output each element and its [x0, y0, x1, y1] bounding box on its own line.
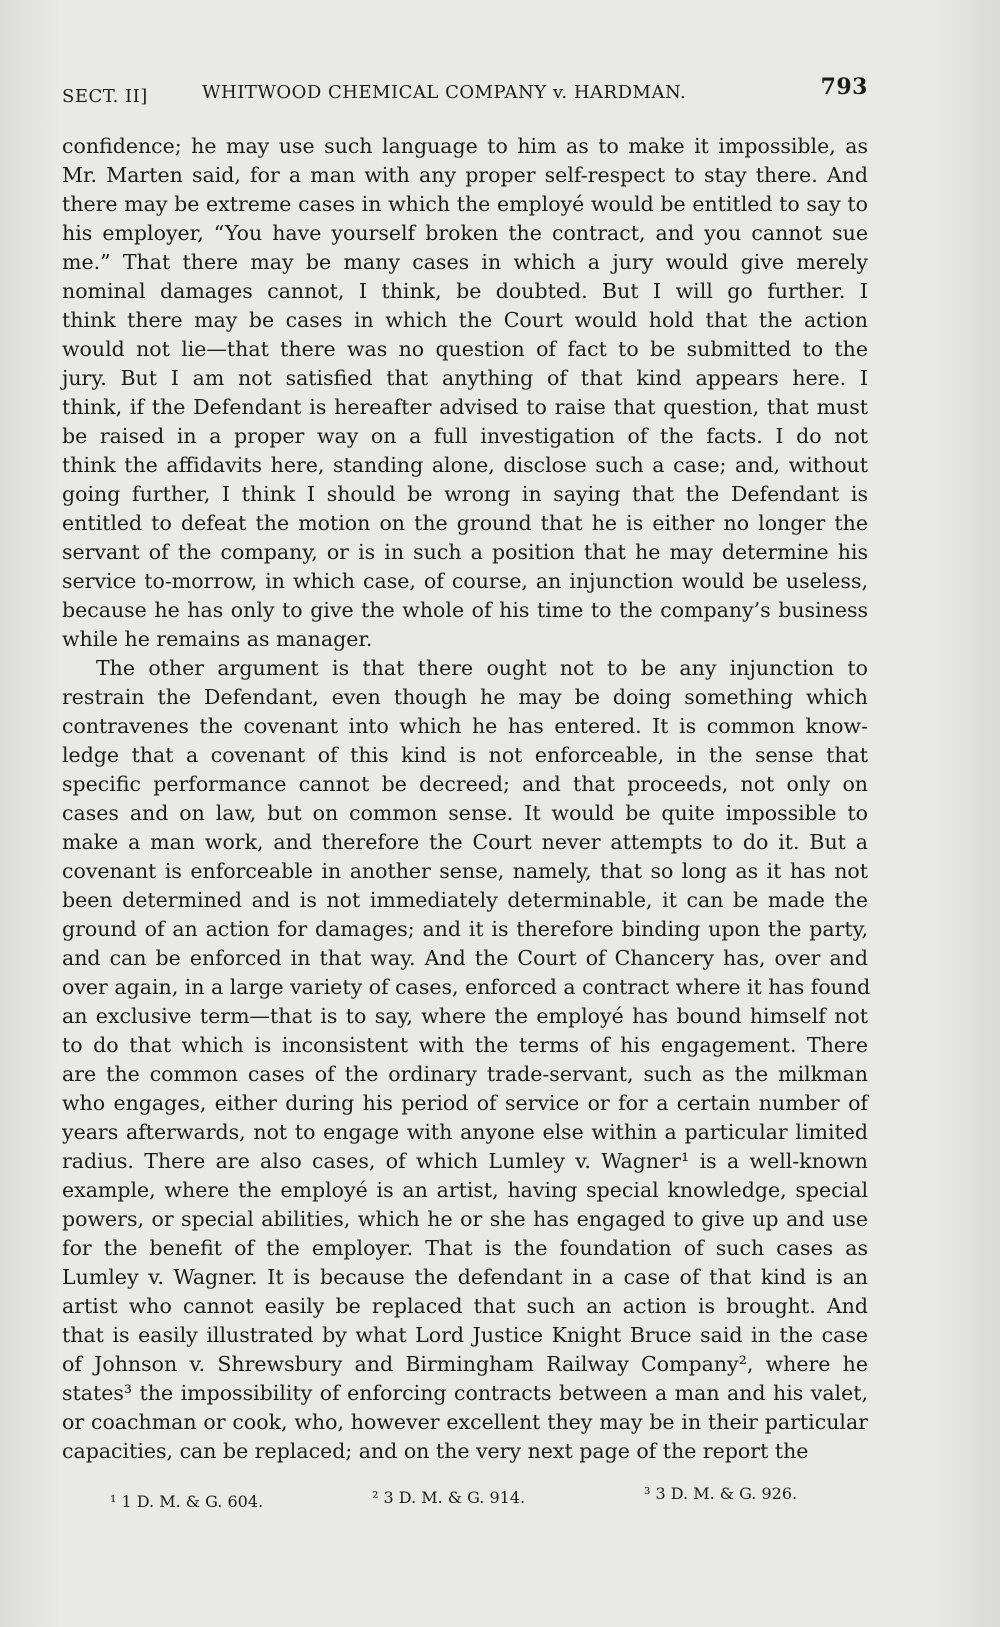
section-label: SECT. II]: [62, 86, 148, 107]
paragraph: [62, 654, 871, 1466]
running-header: [62, 72, 868, 108]
text-line: been determined and is not immediately determinable, it can be made the: [62, 888, 868, 912]
text-line: ground of an action for damages; and it is therefore binding upon the party,: [62, 917, 868, 941]
text-line: to do that which is inconsistent with the terms of his engagement. There: [62, 1033, 868, 1057]
text-line: or coachman or cook, who, however excellent they may be in their particular: [62, 1410, 868, 1434]
text-line: specific performance cannot be decreed; and that proceeds, not only on: [62, 772, 868, 796]
text-line: The other argument is that there ought not to be any injunction to: [96, 656, 868, 680]
text-line: servant of the company, or is in such a position that he may determine his: [62, 540, 868, 564]
page-body: [62, 132, 871, 1466]
text-line: states³ the impossibility of enforcing contracts between a man and his valet,: [62, 1381, 868, 1405]
footnote-3: ³ 3 D. M. & G. 926.: [644, 1484, 798, 1503]
text-line: his employer, “You have yourself broken the contract, and you cannot sue: [62, 221, 868, 245]
text-line: me.” That there may be many cases in which a jury would give merely: [62, 250, 868, 274]
footnotes: [110, 1484, 830, 1512]
text-line: jury. But I am not satisfied that anything of that kind appears here. I: [62, 366, 868, 390]
running-title: WHITWOOD CHEMICAL COMPANY v. HARDMAN.: [202, 82, 687, 103]
text-line: artist who cannot easily be replaced that such an action is brought. And: [62, 1294, 868, 1318]
text-line: entitled to defeat the motion on the ground that he is either no longer the: [62, 511, 868, 535]
text-line: capacities, can be replaced; and on the very next page of the report the: [62, 1439, 809, 1463]
text-line: nominal damages cannot, I think, be doubted. But I will go further. I: [62, 279, 868, 303]
text-line: Lumley v. Wagner. It is because the defendant in a case of that kind is an: [62, 1265, 868, 1289]
page-number: 793: [820, 74, 868, 100]
text-line: going further, I think I should be wrong in saying that the Defendant is: [62, 482, 868, 506]
text-line: that is easily illustrated by what Lord Justice Knight Bruce said in the case: [62, 1323, 868, 1347]
text-line: make a man work, and therefore the Court never attempts to do it. But a: [62, 830, 868, 854]
text-line: contravenes the covenant into which he has entered. It is common know-: [62, 714, 868, 738]
text-line: restrain the Defendant, even though he may be doing something which: [62, 685, 868, 709]
text-line: radius. There are also cases, of which Lumley v. Wagner¹ is a well-known: [62, 1149, 868, 1173]
text-line: think, if the Defendant is hereafter advised to raise that question, that must: [62, 395, 868, 419]
footnote-2: ² 3 D. M. & G. 914.: [372, 1488, 526, 1507]
text-line: and can be enforced in that way. And the Court of Chancery has, over and: [62, 946, 868, 970]
footnote-1: ¹ 1 D. M. & G. 604.: [110, 1492, 264, 1511]
text-line: service to-morrow, in which case, of course, an injunction would be useless,: [62, 569, 868, 593]
text-line: while he remains as manager.: [62, 627, 373, 651]
text-line: because he has only to give the whole of his time to the company’s business: [62, 598, 868, 622]
text-line: confidence; he may use such language to him as to make it impossible, as: [62, 134, 868, 158]
text-line: covenant is enforceable in another sense, namely, that so long as it has not: [62, 859, 868, 883]
text-line: are the common cases of the ordinary trade-servant, such as the milkman: [62, 1062, 868, 1086]
text-line: ledge that a covenant of this kind is not enforceable, in the sense that: [62, 743, 868, 767]
text-line: for the benefit of the employer. That is the foundation of such cases as: [62, 1236, 868, 1260]
paragraph: [62, 132, 868, 654]
text-line: of Johnson v. Shrewsbury and Birmingham Railway Company², where he: [62, 1352, 868, 1376]
text-line: would not lie—that there was no question of fact to be submitted to the: [62, 337, 868, 361]
text-line: think the affidavits here, standing alone, disclose such a case; and, without: [62, 453, 868, 477]
text-line: cases and on law, but on common sense. It would be quite impossible to: [62, 801, 868, 825]
text-line: powers, or special abilities, which he or she has engaged to give up and use: [62, 1207, 868, 1231]
text-line: example, where the employé is an artist, having special knowledge, special: [62, 1178, 868, 1202]
text-line: who engages, either during his period of service or for a certain number of: [62, 1091, 868, 1115]
text-line: years afterwards, not to engage with anyone else within a particular limited: [62, 1120, 868, 1144]
text-line: be raised in a proper way on a full investigation of the facts. I do not: [62, 424, 868, 448]
text-line: think there may be cases in which the Court would hold that the action: [62, 308, 868, 332]
text-line: over again, in a large variety of cases, enforced a contract where it has found: [62, 975, 871, 999]
text-line: Mr. Marten said, for a man with any proper self-respect to stay there. And: [62, 163, 868, 187]
text-line: an exclusive term—that is to say, where the employé has bound himself not: [62, 1004, 868, 1028]
text-line: there may be extreme cases in which the employé would be entitled to say to: [62, 192, 868, 216]
